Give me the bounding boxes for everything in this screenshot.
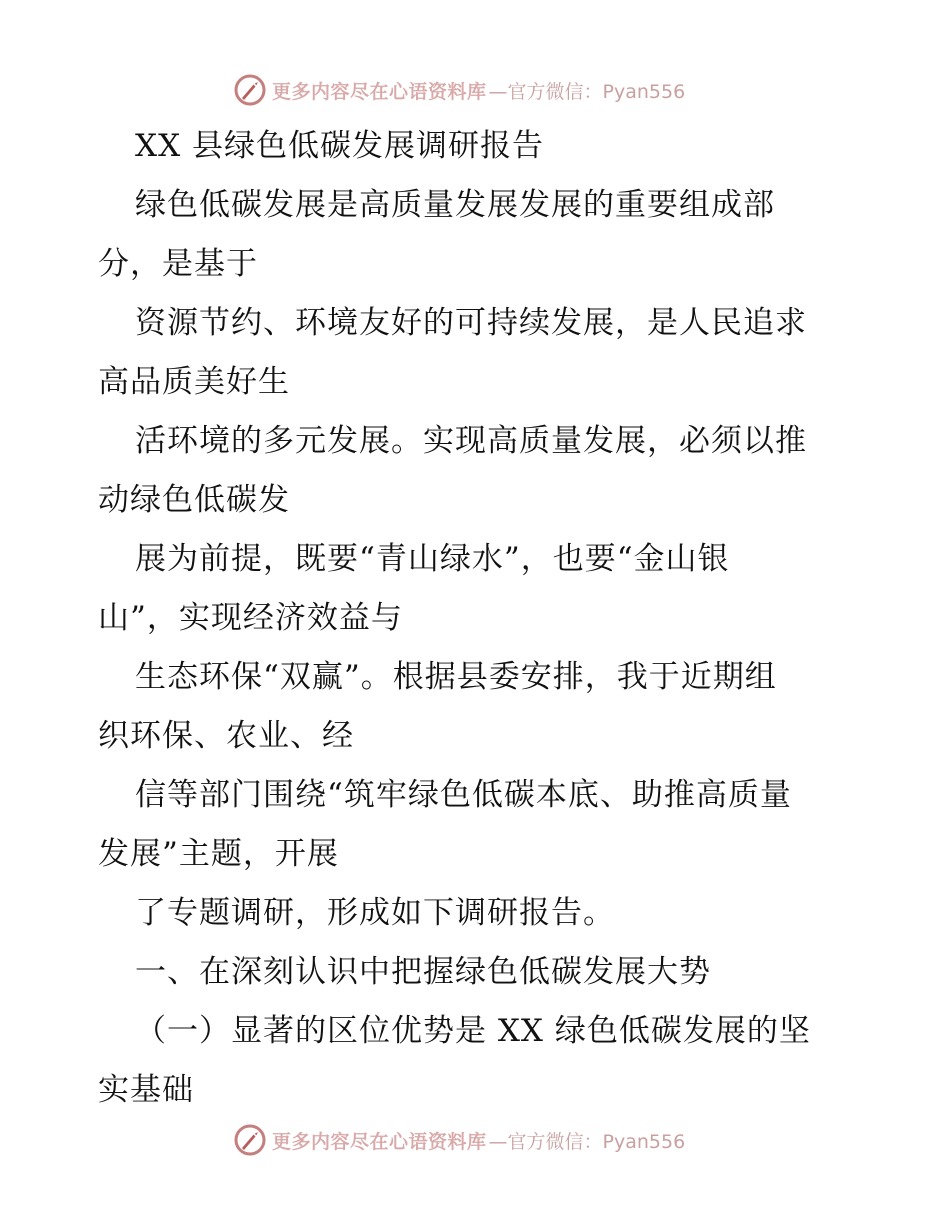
subsection-heading-continued: 实基础 [98,1072,194,1108]
subsection-heading: （一）显著的区位优势是 XX 绿色低碳发展的坚 [135,1013,811,1049]
paragraph-line: 山”，实现经济效益与 [98,600,403,636]
paragraph-line: 信等部门围绕“筑牢绿色低碳本底、助推高质量 [135,777,792,813]
paragraph-line: 高品质美好生 [98,364,290,400]
watermark-footer [232,1122,685,1158]
paragraph-line: 生态环保“双赢”。根据县委安排，我于近期组 [135,659,777,695]
watermark-header [232,72,685,108]
paragraph-line: 分，是基于 [98,246,258,282]
paragraph-line: 动绿色低碳发 [98,482,290,518]
paragraph-line: 活环境的多元发展。实现高质量发展，必须以推 [135,423,807,459]
pen-logo-icon [232,72,268,108]
paragraph-line: 资源节约、环境友好的可持续发展，是人民追求 [135,305,807,341]
watermark-text: 更多内容尽在心语资料库 [272,80,487,103]
document-title: XX 县绿色低碳发展调研报告 [135,128,544,164]
paragraph-line: 展为前提，既要“青山绿水”，也要“金山银 [135,541,730,577]
paragraph-line: 发展”主题，开展 [98,836,339,872]
paragraph-line: 织环保、农业、经 [98,718,354,754]
pen-logo-icon [232,1122,268,1158]
watermark-text: 更多内容尽在心语资料库 [272,1130,487,1153]
watermark-wechat: —官方微信：Pyan556 [488,1130,686,1153]
section-heading: 一、在深刻认识中把握绿色低碳发展大势 [135,954,711,990]
paragraph-line: 了专题调研，形成如下调研报告。 [135,895,615,931]
paragraph-line: 绿色低碳发展是高质量发展发展的重要组成部 [135,187,775,223]
watermark-wechat: —官方微信：Pyan556 [488,80,686,103]
